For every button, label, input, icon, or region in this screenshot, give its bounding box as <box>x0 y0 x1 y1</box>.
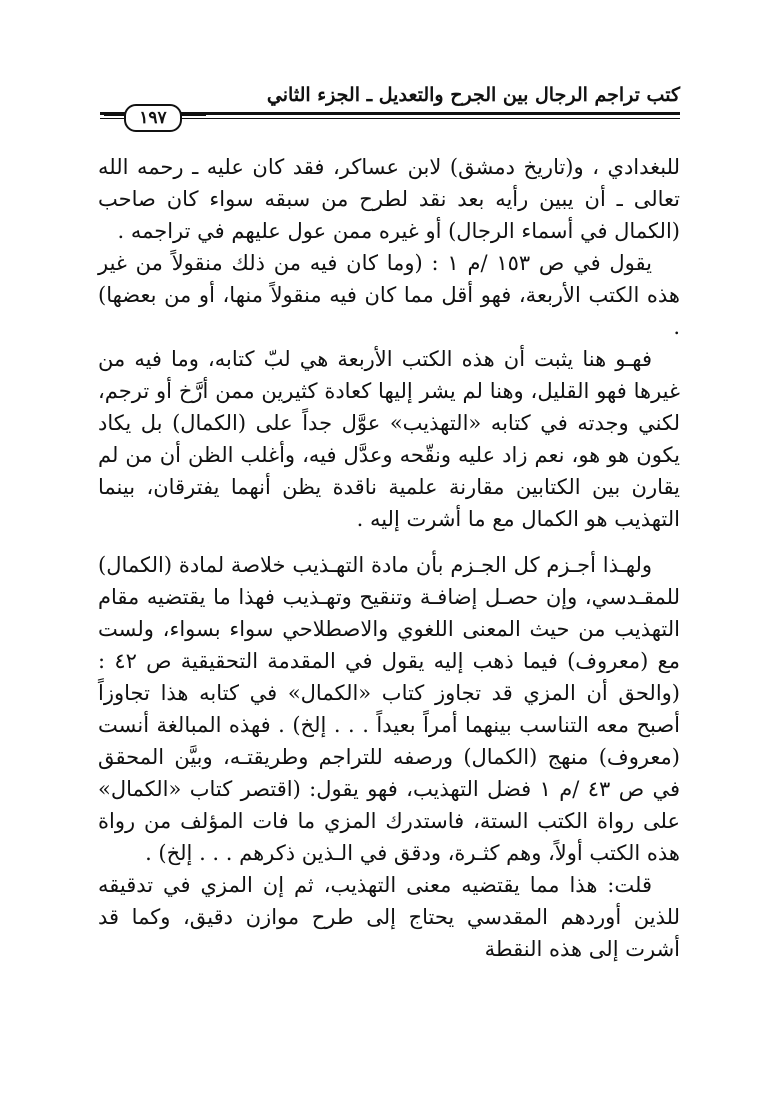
body-text <box>98 151 680 965</box>
header-rule-thin <box>100 118 680 119</box>
paragraph: يقول في ص ١٥٣ /م ١ : (وما كان فيه من ذلك منقولاً من غير هذه الكتب الأربعة، فهو أقل مما كان فيه منقولاً منها، أو من بعضها) . <box>98 251 680 339</box>
page-number: ١٩٧ <box>124 104 182 132</box>
running-header <box>100 84 680 128</box>
paragraph: قلت: هذا مما يقتضيه معنى التهذيب، ثم إن المزي في تدقيقه للذين أوردهم المقدسي يحتاج إلى طرح موازن دقيق، وكما قد أشرت إلى هذه النقطة <box>98 873 680 961</box>
paragraph: فهـو هنا يثبت أن هذه الكتب الأربعة هي لبّ كتابه، وما فيه من غيرها فهو القليل، وهنا لم يشر إليها كعادة كثيرين ممن أرَّخ أو ترجم، لكني وجدته في كتابه «التهذيب» عوَّل جداً على (الكمال) بل يكاد يكون هو هو، نعم زاد عليه ونقّحه وعدَّل فيه، وأغلب الظن أن من لم يقارن بين الكتابين مقارنة علمية ناقدة يظن أنهما يفترقان، بينما التهذيب هو الكمال مع ما أشرت إليه . <box>98 347 680 531</box>
ornament-right <box>180 114 206 116</box>
paragraph: للبغدادي ، و(تاريخ دمشق) لابن عساكر، فقد كان عليه ـ رحمه الله تعالى ـ أن يبين رأيه بعد نقد لطرح من سبقه سواء كان صاحب (الكمال في أسماء الرجال) أو غيره ممن عول عليهم في تراجمه . <box>98 155 680 243</box>
paragraph-gap <box>98 535 680 549</box>
paragraph: ولهـذا أجـزم كل الجـزم بأن مادة التهـذيب خلاصة لمادة (الكمال) للمقـدسي، وإن حصـل إضافـة وتنقيح وتهـذيب فهذا ما يقتضيه مقام التهذيب من حيث المعنى اللغوي والاصطلاحي سواء بسواء، ولست مع (معروف) فيما ذهب إليه يقول في المقدمة التحقيقية ص ٤٢ : (والحق أن المزي قد تجاوز كتاب «الكمال» في كتابه هذا تجاوزاً أصبح معه التناسب بينهما أمراً بعيداً . . . إلخ) . فهذه المبالغة أنست (معروف) منهج (الكمال) ورصفه للتراجم وطريقتـه، وبيَّن المحقق في ص ٤٣ /م ١ فضل التهذيب، فهو يقول: (اقتصر كتاب «الكمال» على رواة الكتب الستة، فاستدرك المزي ما فات المؤلف من رواة هذه الكتب أولاً، وهم كثـرة، ودقق في الـذين ذكرهم . . . إلخ) . <box>98 553 681 865</box>
header-title: كتب تراجم الرجال بين الجرح والتعديل ـ الجزء الثاني <box>266 84 680 106</box>
